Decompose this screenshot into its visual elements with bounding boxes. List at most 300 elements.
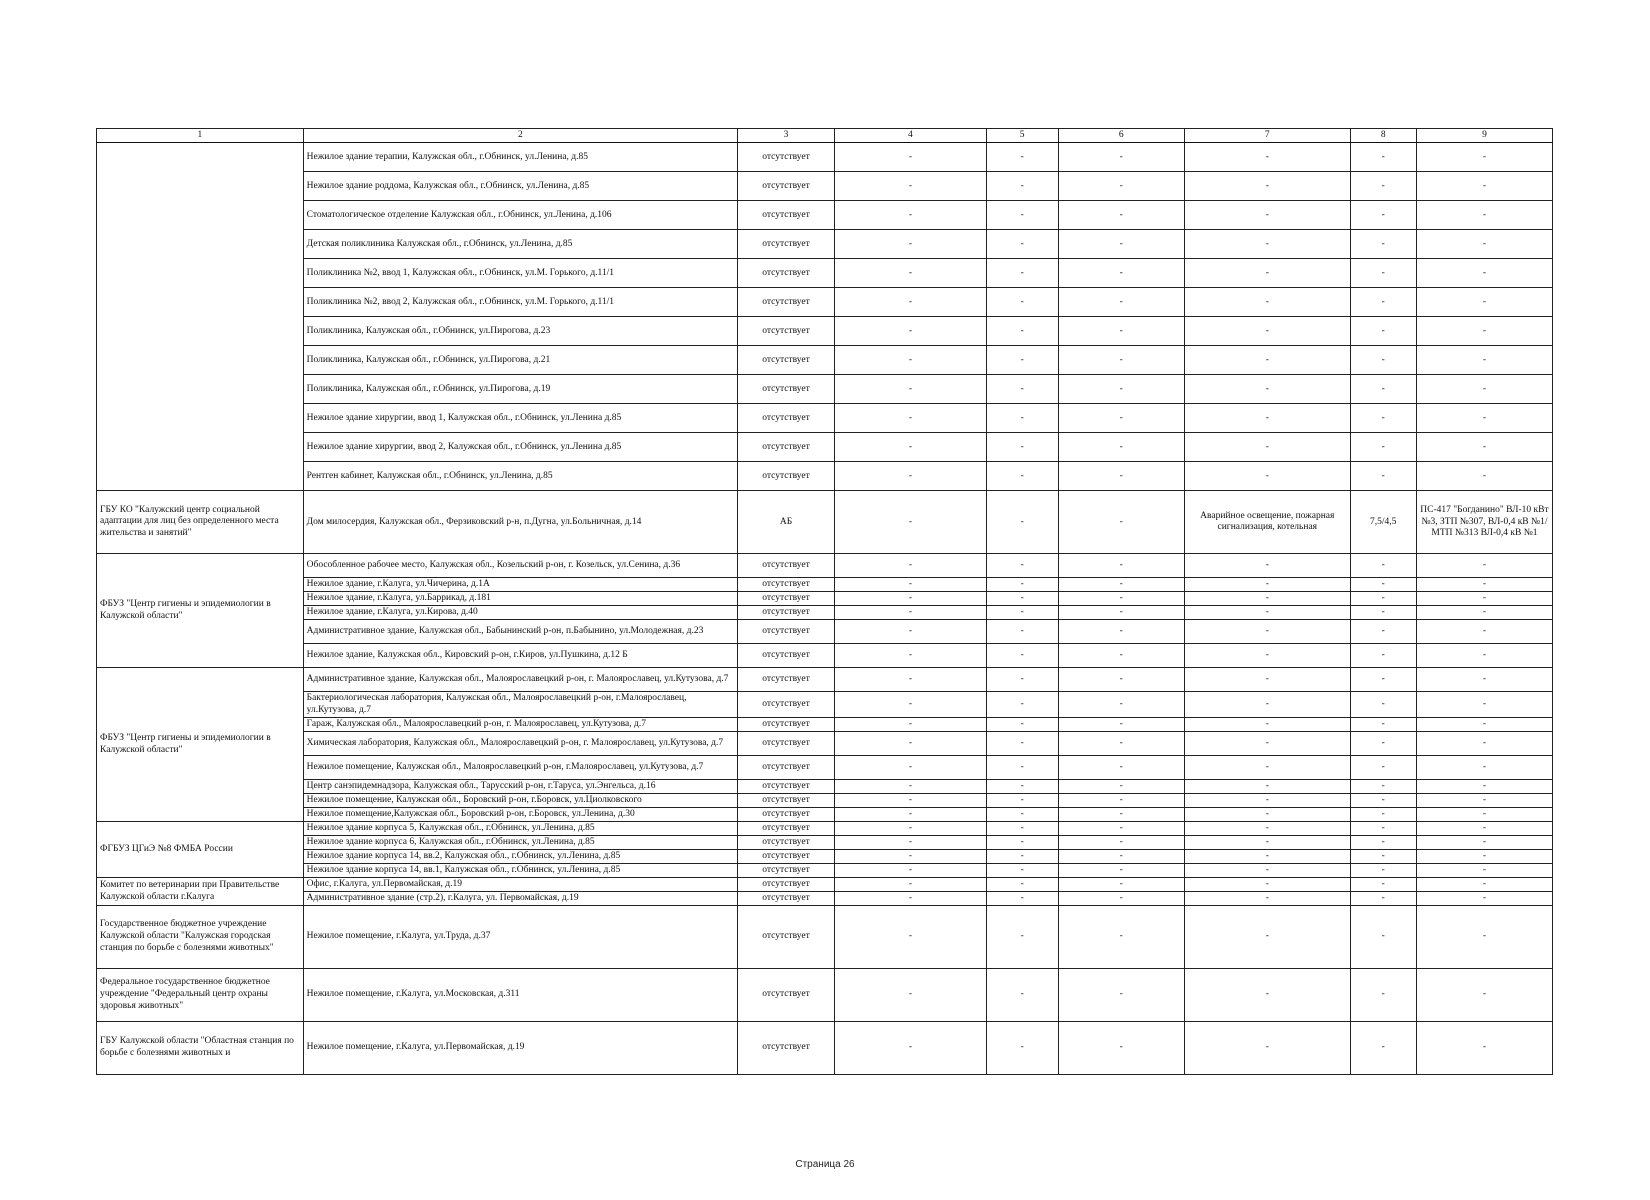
table-cell: - [1416,906,1552,969]
table-cell: - [835,491,987,554]
table-cell: отсутствует [738,620,835,644]
table-cell: - [1350,554,1416,578]
table-cell: - [1058,433,1185,462]
object-address-cell: Гараж, Калужская обл., Малоярославецкий р-он, г. Малоярославец, ул.Кутузова, д.7 [303,718,737,732]
table-row [97,969,1553,1022]
object-address-cell: Нежилое здание, г.Калуга, ул.Баррикад, д.181 [303,592,737,606]
table-cell: отсутствует [738,578,835,592]
table-cell: - [1185,969,1351,1022]
table-cell: - [1416,592,1552,606]
table-row [97,592,1553,606]
table-cell: - [1058,822,1185,836]
table-cell: - [986,906,1058,969]
table-cell: - [1350,644,1416,668]
table-cell: - [986,172,1058,201]
table-cell: - [1058,1022,1185,1075]
table-cell: - [1416,969,1552,1022]
table-cell: - [1185,620,1351,644]
table-cell: - [1350,794,1416,808]
table-cell: - [1416,433,1552,462]
table-cell: - [1416,201,1552,230]
table-cell: - [835,433,987,462]
table-cell: отсутствует [738,317,835,346]
table-cell: - [1058,732,1185,756]
table-cell: - [1058,878,1185,892]
table-cell: - [1350,732,1416,756]
table-cell: - [986,1022,1058,1075]
table-cell: отсутствует [738,718,835,732]
table-cell: - [986,732,1058,756]
table-cell: отсутствует [738,346,835,375]
table-cell: - [1058,836,1185,850]
table-cell: отсутствует [738,668,835,692]
table-cell: - [835,1022,987,1075]
table-cell: - [835,969,987,1022]
table-cell: - [835,822,987,836]
table-cell: - [835,850,987,864]
object-address-cell: Поликлиника №2, ввод 1, Калужская обл., г.Обнинск, ул.М. Горького, д.11/1 [303,259,737,288]
table-cell: - [1058,554,1185,578]
table-cell: - [986,756,1058,780]
table-cell: отсутствует [738,644,835,668]
table-cell: - [986,433,1058,462]
table-cell: - [1185,404,1351,433]
table-cell: - [835,836,987,850]
table-cell: - [1185,1022,1351,1075]
table-cell: - [1058,756,1185,780]
table-cell: Аварийное освещение, пожарная сигнализация, котельная [1185,491,1351,554]
table-cell: отсутствует [738,375,835,404]
object-address-cell: Нежилое помещение,Калужская обл., Боровский р-он, г.Боровск, ул.Ленина, д.30 [303,808,737,822]
table-row [97,644,1553,668]
table-cell: - [986,554,1058,578]
object-address-cell: Административное здание, Калужская обл., Бабынинский р-он, п.Бабынино, ул.Молодежная, д.23 [303,620,737,644]
table-cell: отсутствует [738,230,835,259]
table-cell: - [1416,718,1552,732]
table-cell: - [1185,756,1351,780]
object-address-cell: Поликлиника, Калужская обл., г.Обнинск, ул.Пирогова, д.19 [303,375,737,404]
table-cell: - [986,491,1058,554]
table-cell: - [1185,906,1351,969]
organization-cell: ФБУЗ "Центр гигиены и эпидемиологии в Калужской области" [97,668,304,822]
table-cell: - [1416,620,1552,644]
table-cell: - [1185,692,1351,718]
table-cell: - [1350,808,1416,822]
table-cell: - [1416,143,1552,172]
table-row [97,578,1553,592]
table-cell: - [1058,143,1185,172]
table-cell: - [1185,201,1351,230]
table-cell: - [835,644,987,668]
table-cell: - [835,756,987,780]
table-cell: - [1416,756,1552,780]
table-cell: - [835,375,987,404]
table-cell: - [1416,878,1552,892]
table-cell: - [986,892,1058,906]
table-cell: - [1350,1022,1416,1075]
table-cell: - [835,668,987,692]
table-cell: - [1058,969,1185,1022]
table-cell: - [1185,172,1351,201]
table-cell: - [835,718,987,732]
table-cell: - [1058,317,1185,346]
table-cell: - [1058,375,1185,404]
table-cell: - [1416,404,1552,433]
table-cell: - [1350,692,1416,718]
table-cell: отсутствует [738,864,835,878]
table-row [97,864,1553,878]
table-cell: - [986,718,1058,732]
object-address-cell: Рентген кабинет, Калужская обл., г.Обнинск, ул.Ленина, д.85 [303,462,737,491]
table-cell: - [1350,259,1416,288]
table-cell: - [1185,836,1351,850]
table-cell: - [1350,718,1416,732]
object-address-cell: Нежилое помещение, Калужская обл., Малоярославецкий р-он, г.Малоярославец, ул.Кутузова, д.7 [303,756,737,780]
table-cell: отсутствует [738,732,835,756]
table-cell: - [835,578,987,592]
header-cell: 1 [97,129,304,143]
organization-cell: ГБУ Калужской области "Областная станция по борьбе с болезнями животных и [97,1022,304,1075]
table-cell: - [1350,668,1416,692]
table-cell: - [1416,172,1552,201]
organization-cell [97,143,304,491]
table-cell: - [835,346,987,375]
table-cell: отсутствует [738,692,835,718]
table-cell: отсутствует [738,780,835,794]
table-cell: - [1058,346,1185,375]
table-row [97,317,1553,346]
object-address-cell: Нежилое помещение, Калужская обл., Боровский р-он, г.Боровск, ул.Циолковского [303,794,737,808]
table-row [97,620,1553,644]
object-address-cell: Административное здание (стр.2), г.Калуга, ул. Первомайская, д.19 [303,892,737,906]
table-cell: отсутствует [738,878,835,892]
table-cell: - [835,808,987,822]
table-cell: - [1350,578,1416,592]
table-row [97,808,1553,822]
table-row [97,288,1553,317]
object-address-cell: Нежилое здание, Калужская обл., Кировский р-он, г.Киров, ул.Пушкина, д.12 Б [303,644,737,668]
table-cell: - [1185,864,1351,878]
table-cell: - [986,404,1058,433]
object-address-cell: Нежилое здание корпуса 5, Калужская обл., г.Обнинск, ул.Ленина, д.85 [303,822,737,836]
table-cell: отсутствует [738,172,835,201]
table-cell: - [1350,143,1416,172]
table-cell: отсутствует [738,969,835,1022]
table-cell: - [1185,808,1351,822]
table-row [97,822,1553,836]
header-cell: 7 [1185,129,1351,143]
object-address-cell: Нежилое здание роддома, Калужская обл., г.Обнинск, ул.Ленина, д.85 [303,172,737,201]
table-cell: - [986,259,1058,288]
object-address-cell: Обособленное рабочее место, Калужская обл., Козельский р-он, г. Козельск, ул.Сенина, д.36 [303,554,737,578]
table-cell: - [1058,230,1185,259]
table-cell: отсутствует [738,836,835,850]
table-cell: - [986,878,1058,892]
organization-cell: ФГБУЗ ЦГиЭ №8 ФМБА России [97,822,304,878]
organization-cell: Федеральное государственное бюджетное учреждение "Федеральный центр охраны здоровья животных" [97,969,304,1022]
table-cell: - [1185,644,1351,668]
table-cell: - [1416,836,1552,850]
table-cell: - [1185,230,1351,259]
table-cell: - [986,578,1058,592]
object-address-cell: Детская поликлиника Калужская обл., г.Обнинск, ул.Ленина, д.85 [303,230,737,259]
table-cell: - [1416,892,1552,906]
table-cell: - [835,878,987,892]
table-row [97,892,1553,906]
object-address-cell: Нежилое здание, г.Калуга, ул.Чичерина, д.1А [303,578,737,592]
table-cell: - [986,822,1058,836]
header-cell: 2 [303,129,737,143]
table-row [97,906,1553,969]
table-cell: - [1058,578,1185,592]
header-row [97,129,1553,143]
table-cell: - [1350,822,1416,836]
table-cell: отсутствует [738,794,835,808]
table-row [97,732,1553,756]
table-cell: отсутствует [738,554,835,578]
table-cell: - [1185,606,1351,620]
table-cell: ПС-417 "Богданино" ВЛ-10 кВт №3, ЗТП №307, ВЛ-0,4 кВ №1/ МТП №313 ВЛ-0,4 кВ №1 [1416,491,1552,554]
organization-cell: Государственное бюджетное учреждение Калужской области "Калужская городская станция по борьбе с болезнями животных" [97,906,304,969]
table-row [97,850,1553,864]
table-row [97,606,1553,620]
table-cell: - [1416,1022,1552,1075]
table-cell: отсутствует [738,143,835,172]
table-row [97,668,1553,692]
table-cell: отсутствует [738,462,835,491]
table-cell: - [986,850,1058,864]
object-address-cell: Нежилое здание терапии, Калужская обл., г.Обнинск, ул.Ленина, д.85 [303,143,737,172]
table-cell: - [1058,620,1185,644]
table-cell: - [1058,592,1185,606]
table-cell: отсутствует [738,756,835,780]
table-cell: - [986,620,1058,644]
table-cell: - [1185,375,1351,404]
header-cell: 8 [1350,129,1416,143]
object-address-cell: Поликлиника №2, ввод 2, Калужская обл., г.Обнинск, ул.М. Горького, д.11/1 [303,288,737,317]
object-address-cell: Бактериологическая лаборатория, Калужская обл., Малоярославецкий р-он, г.Малоярославец, ул.Кутузова, д.7 [303,692,737,718]
table-cell: - [986,780,1058,794]
table-cell: - [1185,462,1351,491]
table-cell: - [1185,578,1351,592]
table-cell: - [1416,692,1552,718]
table-cell: - [1416,259,1552,288]
table-cell: - [986,668,1058,692]
table-row [97,836,1553,850]
table-cell: - [1058,906,1185,969]
header-cell: 6 [1058,129,1185,143]
table-cell: - [835,143,987,172]
table-cell: - [1058,172,1185,201]
object-address-cell: Нежилое здание корпуса 14, вв.1, Калужская обл., г.Обнинск, ул.Ленина, д.85 [303,864,737,878]
table-cell: - [1185,718,1351,732]
table-cell: - [835,554,987,578]
table-row [97,718,1553,732]
table-cell: отсутствует [738,404,835,433]
object-address-cell: Нежилое помещение, г.Калуга, ул.Московская, д.311 [303,969,737,1022]
table-cell: - [1416,780,1552,794]
table-cell: отсутствует [738,892,835,906]
table-cell: - [1416,346,1552,375]
object-address-cell: Нежилое здание корпуса 14, вв.2, Калужская обл., г.Обнинск, ул.Ленина, д.85 [303,850,737,864]
table-cell: - [1350,230,1416,259]
table-cell: - [986,592,1058,606]
table-cell: - [1416,808,1552,822]
table-cell: - [1058,201,1185,230]
table-cell: - [1058,850,1185,864]
table-row [97,780,1553,794]
organization-cell: ФБУЗ "Центр гигиены и эпидемиологии в Калужской области" [97,554,304,668]
table-row [97,172,1553,201]
table-cell: - [1416,288,1552,317]
table-cell: - [1350,375,1416,404]
table-cell: - [1416,606,1552,620]
page-number: Страница 26 [795,1159,855,1170]
table-cell: - [1185,878,1351,892]
table-cell: - [1350,606,1416,620]
table-cell: - [1416,794,1552,808]
table-cell: - [986,201,1058,230]
table-cell: - [1350,317,1416,346]
table-cell: отсутствует [738,822,835,836]
table-cell: - [986,462,1058,491]
table-cell: - [835,462,987,491]
header-cell: 3 [738,129,835,143]
table-cell: - [1058,864,1185,878]
table-cell: - [1350,780,1416,794]
object-address-cell: Нежилое здание хирургии, ввод 2, Калужская обл., г.Обнинск, ул.Ленина д.85 [303,433,737,462]
table-cell: 7,5/4,5 [1350,491,1416,554]
table-cell: - [835,780,987,794]
table-cell: - [1185,668,1351,692]
table-cell: - [1350,756,1416,780]
object-address-cell: Нежилое здание хирургии, ввод 1, Калужская обл., г.Обнинск, ул.Ленина д.85 [303,404,737,433]
table-cell: - [1350,288,1416,317]
table-cell: - [986,808,1058,822]
table-cell: - [1350,864,1416,878]
table-cell: отсутствует [738,201,835,230]
header-cell: 9 [1416,129,1552,143]
object-address-cell: Административное здание, Калужская обл., Малоярославецкий р-он, г. Малоярославец, ул.Кутузова, д.7 [303,668,737,692]
table-row [97,554,1553,578]
object-address-cell: Нежилое здание корпуса 6, Калужская обл., г.Обнинск, ул.Ленина, д.85 [303,836,737,850]
table-cell: - [1058,794,1185,808]
table-cell: - [986,644,1058,668]
table-row [97,404,1553,433]
table-cell: - [1058,692,1185,718]
table-cell: - [835,201,987,230]
table-row [97,201,1553,230]
table-cell: - [1058,491,1185,554]
table-cell: - [835,230,987,259]
table-cell: - [1058,892,1185,906]
table-cell: - [835,864,987,878]
table-cell: - [1350,404,1416,433]
table-cell: - [1416,554,1552,578]
table-cell: - [1058,780,1185,794]
table-row [97,491,1553,554]
table-cell: - [1416,230,1552,259]
table-cell: - [1185,554,1351,578]
table-cell: - [1416,822,1552,836]
header-cell: 5 [986,129,1058,143]
table-row [97,462,1553,491]
table-row [97,230,1553,259]
table-cell: - [835,620,987,644]
table-cell: - [986,288,1058,317]
table-cell: отсутствует [738,808,835,822]
table-cell: - [1185,780,1351,794]
table-cell: - [1350,201,1416,230]
table-cell: - [1350,969,1416,1022]
table-cell: - [986,794,1058,808]
table-cell: - [1058,644,1185,668]
table-cell: - [835,794,987,808]
table-cell: - [1185,259,1351,288]
table-cell: - [835,317,987,346]
table-cell: - [1185,794,1351,808]
header-cell: 4 [835,129,987,143]
object-address-cell: Химическая лаборатория, Калужская обл., Малоярославецкий р-он, г. Малоярославец, ул.Кутузова, д.7 [303,732,737,756]
table-cell: - [1350,878,1416,892]
object-address-cell: Нежилое здание, г.Калуга, ул.Кирова, д.40 [303,606,737,620]
table-cell: - [1185,346,1351,375]
table-body [97,129,1553,1075]
table-cell: - [1058,606,1185,620]
table-cell: - [1416,732,1552,756]
table-row [97,1022,1553,1075]
table-cell: - [1350,906,1416,969]
table-cell: - [1416,668,1552,692]
table-cell: - [1416,317,1552,346]
table-cell: - [1350,346,1416,375]
table-cell: - [1350,462,1416,491]
table-row [97,259,1553,288]
table-cell: - [835,892,987,906]
table-cell: отсутствует [738,1022,835,1075]
table-cell: отсутствует [738,850,835,864]
table-cell: - [986,143,1058,172]
table-cell: - [986,317,1058,346]
table-cell: - [1416,864,1552,878]
table-cell: - [1185,892,1351,906]
table-cell: - [835,692,987,718]
table-cell: - [986,836,1058,850]
table-cell: отсутствует [738,288,835,317]
table-cell: - [1058,718,1185,732]
table-cell: - [986,606,1058,620]
table-cell: - [986,346,1058,375]
object-address-cell: Нежилое помещение, г.Калуга, ул.Труда, д.37 [303,906,737,969]
table-cell: - [1185,850,1351,864]
table-cell: отсутствует [738,433,835,462]
table-cell: - [1350,836,1416,850]
object-address-cell: Стоматологическое отделение Калужская обл., г.Обнинск, ул.Ленина, д.106 [303,201,737,230]
table-row [97,433,1553,462]
table-cell: - [1058,288,1185,317]
table-cell: отсутствует [738,606,835,620]
table-cell: - [1416,462,1552,491]
table-cell: - [986,864,1058,878]
table-cell: отсутствует [738,259,835,288]
table-cell: - [835,172,987,201]
object-address-cell: Дом милосердия, Калужская обл., Ферзиковский р-н, п.Дугна, ул.Больничная, д.14 [303,491,737,554]
table-cell: - [1185,822,1351,836]
table-cell: - [1416,578,1552,592]
table-cell: - [1185,732,1351,756]
table-cell: - [835,404,987,433]
table-cell: - [1416,850,1552,864]
